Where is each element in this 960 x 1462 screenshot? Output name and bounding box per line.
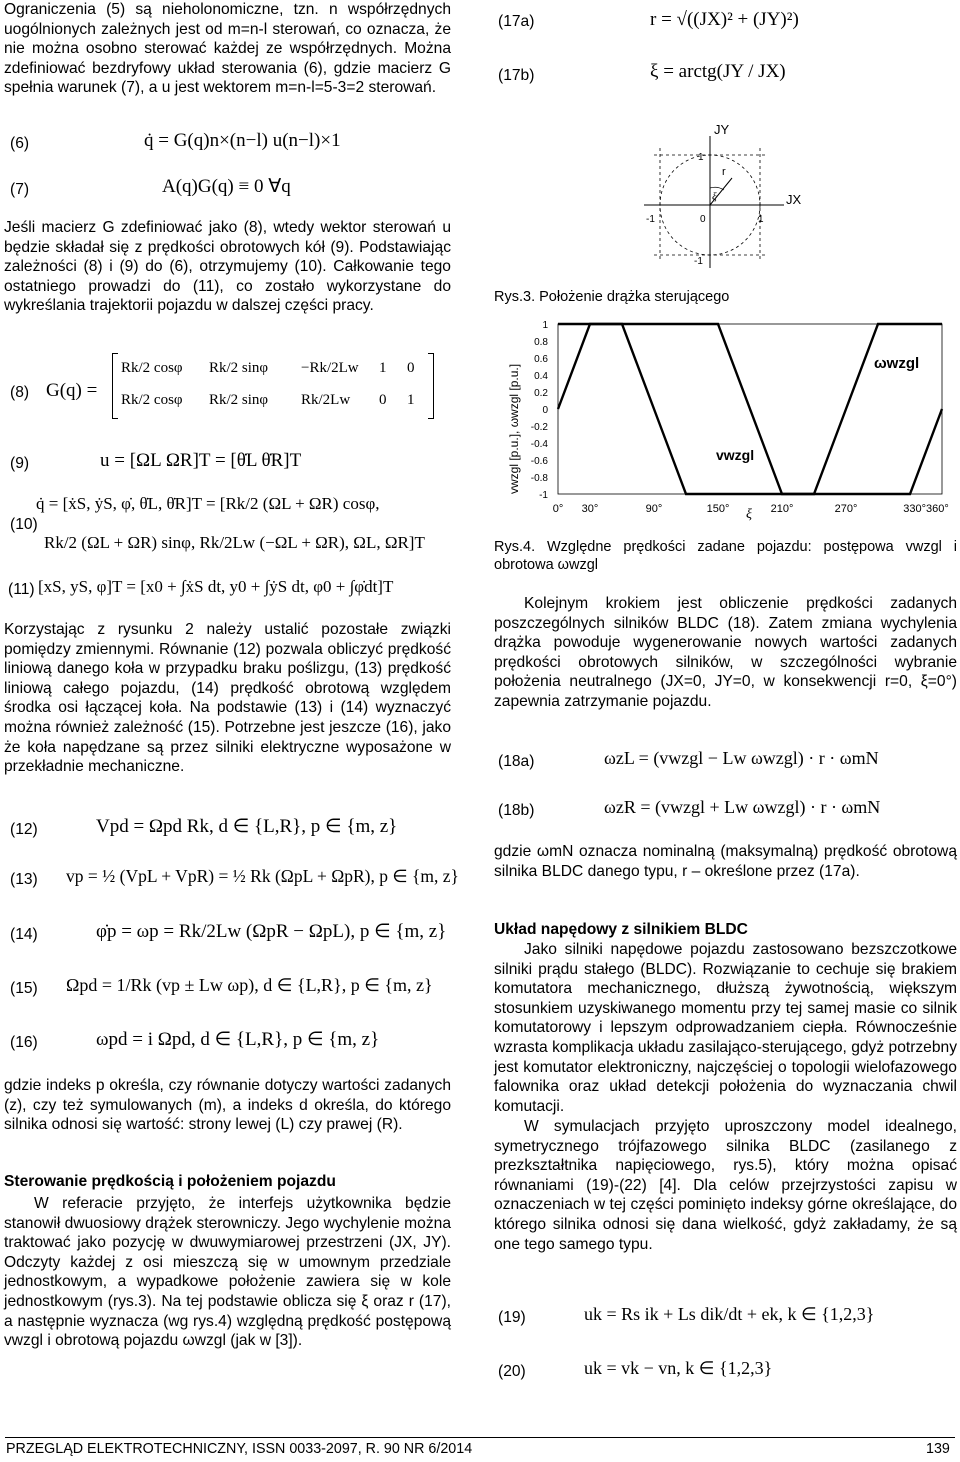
x-tick-label: 210° <box>770 503 794 515</box>
equation-lhs: G(q) = <box>46 380 98 401</box>
joystick-position-figure <box>634 118 834 276</box>
v-series-label: vwzgl <box>716 447 755 463</box>
equation: Vpd = Ωpd Rk, d ∈ {L,R}, p ∈ {m, z} <box>96 816 398 837</box>
equation-number: (7) <box>10 181 30 198</box>
omega-series-label: ωwzgl <box>874 355 920 372</box>
equation-number: (17b) <box>498 67 535 84</box>
y-tick-label: 0.6 <box>534 354 548 365</box>
paragraph: Ograniczenia (5) są nieholonomiczne, tzn. n współrzędnych uogólnionych zależnych jest od m=n-l sterowań, co oznacza, że nie można osobno sterować każdej ze współrzędnych. Można zdefiniować bezdryfowy układ sterowania (6), gdzie macierz G spełnia warunek (7), a u jest wektorem m=n-l=5-3=2 sterowań. <box>4 1 451 97</box>
xi-label: ξ <box>712 191 717 203</box>
equation: A(q)G(q) ≡ 0 ∀q <box>162 176 291 197</box>
equation-number: (16) <box>10 1034 38 1051</box>
paragraph: Jako silniki napędowe pojazdu zastosowano bezszczotkowe silniki prądu stałego (BLDC). Rozwiązanie to cechuje się brakiem komutatora mechanicznego, dłuższą żywotnością, większym stosunkiem uzyskiwanego momentu przy tej samej masie co silnik komutatorowy i lepszym odprowadzaniem ciepła. Równocześnie wzrasta komplikacja układu zasilająco-sterującego, gdyż potrzebny jest komutator elektroniczny, najczęściej o topologii wielofazowego falownika oraz układ detekcji położenia do wyznaczania chwil komutacji. <box>494 941 957 1115</box>
equation-number: (10) <box>10 516 38 533</box>
y-tick-label: 0 <box>542 405 548 416</box>
paragraph: gdzie indeks p określa, czy równanie dotyczy wartości zadanych (z), czy też symulowanych (m), a indeks d określa, do którego silnika odnosi się wartość: strony lewej (L) czy prawej (R). <box>4 1077 451 1134</box>
tick-label: 1 <box>698 152 704 163</box>
page-number: 139 <box>926 1441 950 1457</box>
equation: ωzR = (vwzgl + Lw ωwzgl) · r · ωmN <box>604 797 881 817</box>
figure-caption: Rys.3. Położenie drążka sterującego <box>494 289 730 305</box>
equation: uk = vk − vn, k ∈ {1,2,3} <box>584 1358 773 1378</box>
paragraph: gdzie ωmN oznacza nominalną (maksymalną) prędkość obrotową silnika BLDC danego typu, r – określone przez (17a). <box>494 843 957 880</box>
equation: uk = Rs ik + Ls dik/dt + ek, k ∈ {1,2,3} <box>584 1304 875 1324</box>
paragraph: W referacie przyjęto, że interfejs użytkownika będzie stanowił dwuosiowy drążek sterowniczy. Jego wychylenie można traktować jako pozycję w dwuwymiarowej przestrzeni (JX, JY). Odczyty każdej z osi mieszczą się w umownym przedziale jednostkowym, a wypadkowe położenie zawiera się w kole jednostkowym (rys.3). Na tej podstawie oblicza się ξ oraz r (17), a następnie wyznacza (wg rys.4) względną prędkość postępową vwzgl i obrotową pojazdu ωwzgl (jak w [3]). <box>4 1195 451 1350</box>
equation: vp = ½ (VpL + VpR) = ½ Rk (ΩpL + ΩpR), p ∈ {m, z} <box>66 866 459 886</box>
equation: u = [ΩL ΩR]T = [θ̇L θ̇R]T <box>100 450 302 471</box>
y-tick-label: -0.6 <box>530 456 548 467</box>
r-label: r <box>722 166 726 178</box>
paragraph: Korzystając z rysunku 2 należy ustalić pozostałe związki pomiędzy zmiennymi. Równanie (12) pozwala obliczyć prędkość liniową danego koła w przypadku braku poślizgu, (13) prędkość liniową całego pojazdu, (14) prędkość obrotową względem środka osi łączącej koła. Na podstawie (13) i (14) wyznaczyć można również zależność (15). Potrzebne jest jeszcze (16), jako że koła napędzane są przez silniki elektryczne wyposażone w przekładnie mechaniczne. <box>4 621 451 776</box>
equation: r = √((JX)² + (JY)²) <box>650 9 799 30</box>
paragraph: W symulacjach przyjęto uproszczony model idealnego, symetrycznego trójfazowego silnika BLDC (zasilanego z prezkształtnika napięciowego, rys.5), który można opisać równaniami (19)-(22) [4]. Dla celów przejrzystości zapisu w oznaczeniach w tej części pominięto indeksy górne określające, do którego silnika odnosi się dana wielkość, gdyż zakładamy, że są one tego samego typu. <box>494 1118 957 1253</box>
equation: q̇ = G(q)n×(n−l) u(n−l)×1 <box>144 130 341 151</box>
equation-number: (15) <box>10 980 38 997</box>
x-tick-label: 30° <box>581 503 599 515</box>
equation-number: (19) <box>498 1309 526 1326</box>
omega-wzgl-series <box>558 324 942 494</box>
paragraph: Kolejnym krokiem jest obliczenie prędkości zadanych poszczególnych silników BLDC (18). Zatem zmiana wychylenia drążka powoduje wygenerowanie nowych wartości zadanych prędkości obrotowych silników, w szczególności wybranie położenia neutralnego (JX=0, JY=0, w konsekwencji r=0, ξ=0°) zapewnia zatrzymanie pojazdu. <box>494 595 957 710</box>
equation-number: (11) <box>8 581 35 598</box>
matrix <box>112 353 434 419</box>
equation-number: (18a) <box>498 753 535 770</box>
y-tick-label: 0.2 <box>534 388 548 399</box>
y-tick-label: 1 <box>542 320 548 331</box>
relative-speed-chart <box>494 314 957 524</box>
equation-number: (17a) <box>498 13 535 30</box>
section-heading: Sterowanie prędkością i położeniem pojazdu <box>4 1173 336 1190</box>
x-tick-label: 0° <box>552 503 564 515</box>
equation-number: (20) <box>498 1363 526 1380</box>
tick-label: 0 <box>700 214 706 225</box>
y-axis-label: vwzgl [p.u.], ωwzgl [p.u.] <box>507 363 521 494</box>
equation-number: (14) <box>10 926 38 943</box>
equation-number: (18b) <box>498 802 535 819</box>
equation: ωpd = i Ωpd, d ∈ {L,R}, p ∈ {m, z} <box>96 1029 380 1050</box>
tick-label: -1 <box>694 256 703 267</box>
equation-number: (13) <box>10 871 38 888</box>
equation: Ωpd = 1/Rk (vp ± Lw ωp), d ∈ {L,R}, p ∈ {m, z} <box>66 975 433 995</box>
x-axis-label: ξ <box>746 507 752 522</box>
paragraph: Jeśli macierz G zdefiniować jako (8), wtedy wektor sterowań u będzie składał się z prędkości obrotowych kół (9). Podstawiając zależności (8) i (9) do (6), otrzymujemy (10). Całkowanie tego ostatniego prowadzi do (11), co zostało wykorzystane do wykreślania trajektorii pojazdu w dalszej części pracy. <box>4 219 451 315</box>
y-tick-label: -0.4 <box>530 439 548 450</box>
y-tick-label: 0.4 <box>534 371 548 382</box>
x-tick-label: 90° <box>645 503 663 515</box>
matrix-row: Rk/2 cosφ Rk/2 sinφ −Rk/2Lw 1 0 <box>121 360 415 376</box>
jy-label: JY <box>714 122 730 137</box>
equation: ωzL = (vwzgl − Lw ωwzgl) · r · ωmN <box>604 748 879 768</box>
equation: φ̇p = ωp = Rk/2Lw (ΩpR − ΩpL), p ∈ {m, z} <box>96 921 447 942</box>
footer-rule <box>5 1437 955 1438</box>
equation-number: (9) <box>10 455 30 472</box>
figure-caption: Rys.4. Względne prędkości zadane pojazdu: postępowa vwzgl i obrotowa ωwzgl <box>494 539 957 573</box>
equation-number: (6) <box>10 135 30 152</box>
equation-number: (12) <box>10 821 38 838</box>
equation: ξ = arctg(JY / JX) <box>650 61 786 82</box>
section-heading: Układ napędowy z silnikiem BLDC <box>494 921 748 938</box>
journal-footer: PRZEGLĄD ELEKTROTECHNICZNY, ISSN 0033-2097, R. 90 NR 6/2014 <box>6 1441 473 1457</box>
matrix-row: Rk/2 cosφ Rk/2 sinφ Rk/2Lw 0 1 <box>121 392 415 408</box>
equation: Rk/2 (ΩL + ΩR) sinφ, Rk/2Lw (−ΩL + ΩR), ΩL, ΩR]T <box>44 533 425 552</box>
y-tick-label: -0.2 <box>530 422 548 433</box>
tick-label: -1 <box>646 214 655 225</box>
x-tick-label: 330°360° <box>903 503 949 515</box>
tick-label: 1 <box>758 214 764 225</box>
equation: [xS, yS, φ]T = [x0 + ∫ẋS dt, y0 + ∫ẏS dt, φ0 + ∫φ̇dt]T <box>38 577 394 596</box>
y-tick-label: 0.8 <box>534 337 548 348</box>
jx-label: JX <box>786 192 802 207</box>
y-tick-label: -1 <box>539 490 548 501</box>
x-tick-label: 150° <box>706 503 730 515</box>
equation: q̇ = [ẋS, ẏS, φ̇, θ̇L, θ̇R]T = [Rk/2 (ΩL + ΩR) cosφ, <box>36 494 380 513</box>
equation-number: (8) <box>10 384 30 401</box>
x-tick-label: 270° <box>834 503 858 515</box>
y-tick-label: -0.8 <box>530 473 548 484</box>
